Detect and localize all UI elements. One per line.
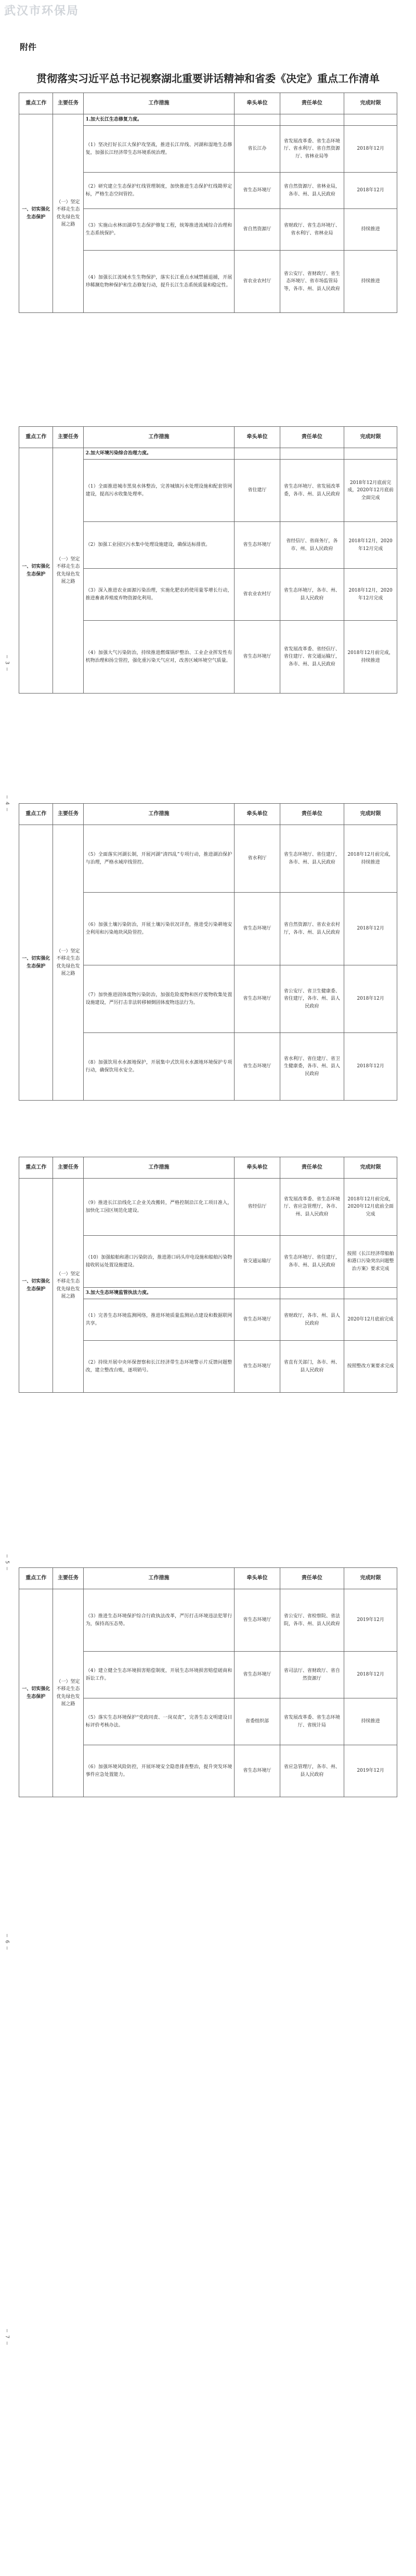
table-page-3 bbox=[19, 803, 397, 1101]
measure-cell: （1）全面推进城市黑臭水体整治，完善城镇污水处理设施和配套管网建设，提高污水收集处理率。 bbox=[83, 460, 235, 522]
header-resp-unit: 责任单位 bbox=[280, 93, 344, 114]
lead-cell: 省生态环境厅 bbox=[235, 965, 280, 1033]
deadline-cell bbox=[344, 114, 397, 126]
deadline-cell: 2018年12月，2020年12月完成 bbox=[344, 522, 397, 569]
deadline-cell: 2018年12月 bbox=[344, 893, 397, 965]
measure-cell: （9）推进长江沿线化工企业关改搬转，严格控制沿江化工项目准入，加快化工园区规范化建设。 bbox=[83, 1179, 235, 1236]
lead-cell: 省生态环境厅 bbox=[235, 1299, 280, 1341]
resp-cell: 省司法厅、省财政厅、省自然资源厅 bbox=[280, 1652, 344, 1698]
header-measures: 工作措施 bbox=[83, 804, 235, 825]
lead-cell: 省经信厅 bbox=[235, 1179, 280, 1236]
measure-cell: （4）加强大气污染防治，持续推进燃煤锅炉整治、工业企业挥发性有机物治理和扬尘管控，强化重污染天气应对，改善区域环境空气质量。 bbox=[83, 621, 235, 694]
measure-cell: （2）加强工业园区污水集中处理设施建设，确保达标排放。 bbox=[83, 522, 235, 569]
table-page-4 bbox=[19, 1157, 397, 1393]
measure-cell: （5）全面落实河湖长制，开展河湖“清四乱”专项行动，推进湖泊保护与治理，严格水域岸线管控。 bbox=[83, 825, 235, 893]
resp-cell: 省财政厅，各市、州、县人民政府 bbox=[280, 1299, 344, 1341]
main-task-cell: （一）坚定不移走生态优先绿色发展之路 bbox=[53, 1179, 83, 1393]
header-resp-unit: 责任单位 bbox=[280, 427, 344, 448]
deadline-cell bbox=[344, 1288, 397, 1299]
deadline-cell: 2018年12月 bbox=[344, 1033, 397, 1101]
work-table bbox=[19, 93, 397, 313]
lead-cell: 省交通运输厅 bbox=[235, 1236, 280, 1288]
resp-cell: 省经信厅、省商务厅，各市、州、县人民政府 bbox=[280, 522, 344, 569]
resp-cell: 省自然资源厅、省农业农村厅，各市、州、县人民政府 bbox=[280, 893, 344, 965]
deadline-cell: 2019年12月 bbox=[344, 1589, 397, 1652]
lead-cell bbox=[235, 448, 280, 460]
header-main-task: 主要任务 bbox=[53, 1568, 83, 1589]
resp-cell: 省财政厅、省生态环境厅、省水利厅、省林业局 bbox=[280, 209, 344, 251]
work-table bbox=[19, 1567, 397, 1797]
lead-cell: 省住建厅 bbox=[235, 460, 280, 522]
header-key-work: 重点工作 bbox=[19, 427, 53, 448]
deadline-cell: 2018年12月底前完成，2020年12月底前全面完成 bbox=[344, 460, 397, 522]
deadline-cell: 2018年12月 bbox=[344, 1652, 397, 1698]
measure-cell: （3）深入推进农业面源污染治理，实施化肥农药使用量零增长行动，推进畜禽养殖废弃物资源化利用。 bbox=[83, 569, 235, 621]
deadline-cell: 2018年12月前完成，2020年12月底前全面完成 bbox=[344, 1179, 397, 1236]
resp-cell bbox=[280, 448, 344, 460]
deadline-cell: 2018年12月 bbox=[344, 173, 397, 209]
main-task-cell: （一）坚定不移走生态优先绿色发展之路 bbox=[53, 1589, 83, 1797]
deadline-cell: 2018年12月 bbox=[344, 965, 397, 1033]
lead-cell: 省农业农村厅 bbox=[235, 569, 280, 621]
resp-cell: 省直有关部门，各市、州、县人民政府 bbox=[280, 1341, 344, 1393]
page-number: — 7 — bbox=[4, 2329, 10, 2345]
measure-cell: （8）加强饮用水水源地保护，开展集中式饮用水水源地环境保护专项行动，确保饮用水安全。 bbox=[83, 1033, 235, 1101]
header-deadline: 完成时限 bbox=[344, 1568, 397, 1589]
measure-cell: （6）加强环境风险防控，开展环境安全隐患排查整治，提升突发环境事件应急处置能力。 bbox=[83, 1745, 235, 1797]
header-key-work: 重点工作 bbox=[19, 1157, 53, 1179]
lead-cell: 省自然资源厅 bbox=[235, 209, 280, 251]
measure-cell: （10）加强船舶和港口污染防治，推进港口码头岸电设施和船舶污染物接收转运处置设施建设。 bbox=[83, 1236, 235, 1288]
work-table bbox=[19, 426, 397, 694]
lead-cell: 省委组织部 bbox=[235, 1698, 280, 1745]
resp-cell: 省发展改革委、省生态环境厅、省水利厅、省自然资源厅、省林业局等 bbox=[280, 126, 344, 173]
header-measures: 工作措施 bbox=[83, 1157, 235, 1179]
lead-cell: 省长江办 bbox=[235, 126, 280, 173]
deadline-cell: 按照整改方案要求完成 bbox=[344, 1341, 397, 1393]
work-table bbox=[19, 803, 397, 1101]
header-measures: 工作措施 bbox=[83, 93, 235, 114]
main-task-cell: （一）坚定不移走生态优先绿色发展之路 bbox=[53, 114, 83, 313]
header-lead-unit: 牵头单位 bbox=[235, 1568, 280, 1589]
header-key-work: 重点工作 bbox=[19, 1568, 53, 1589]
document-title: 贯彻落实习近平总书记视察湖北重要讲话精神和省委《决定》重点工作清单 bbox=[36, 72, 380, 85]
header-main-task: 主要任务 bbox=[53, 1157, 83, 1179]
attachment-label: 附件 bbox=[20, 42, 37, 52]
measure-cell: 3.加大生态环境监管执法力度。 bbox=[83, 1288, 235, 1299]
measure-cell: （6）加强土壤污染防治，开展土壤污染状况详查，推进受污染耕地安全利用和污染地块风险管控。 bbox=[83, 893, 235, 965]
header-main-task: 主要任务 bbox=[53, 427, 83, 448]
deadline-cell: 2018年12月前完成，持续推进 bbox=[344, 621, 397, 694]
deadline-cell: 持续推进 bbox=[344, 1698, 397, 1745]
header-lead-unit: 牵头单位 bbox=[235, 804, 280, 825]
measure-cell: （7）加快推进固体废物污染防治，加强危险废物和医疗废物收集处置设施建设，严厉打击非法转移倾倒固体废物违法行为。 bbox=[83, 965, 235, 1033]
lead-cell bbox=[235, 114, 280, 126]
lead-cell: 省农业农村厅 bbox=[235, 251, 280, 313]
page-number: — 3 — bbox=[4, 655, 10, 671]
main-task-cell: （一）坚定不移走生态优先绿色发展之路 bbox=[53, 825, 83, 1101]
page-number: — 6 — bbox=[4, 1934, 10, 1950]
header-resp-unit: 责任单位 bbox=[280, 1157, 344, 1179]
main-task-cell: （一）坚定不移走生态优先绿色发展之路 bbox=[53, 448, 83, 694]
measure-cell: （1）坚决打好长江大保护攻坚战，推进长江岸线、河湖和湿地生态修复，加强长江经济带生态环境系统治理。 bbox=[83, 126, 235, 173]
key-work-cell: 一、切实强化生态保护 bbox=[19, 1589, 53, 1797]
lead-cell: 省生态环境厅 bbox=[235, 1652, 280, 1698]
header-deadline: 完成时限 bbox=[344, 804, 397, 825]
lead-cell: 省生态环境厅 bbox=[235, 522, 280, 569]
measure-cell: （3）实施山水林田湖草生态保护修复工程，统筹推进流域综合治理和生态系统保护。 bbox=[83, 209, 235, 251]
page-number: — 5 — bbox=[4, 1554, 10, 1571]
measure-cell: 2.加大环境污染综合治理力度。 bbox=[83, 448, 235, 460]
deadline-cell: 持续推进 bbox=[344, 251, 397, 313]
resp-cell bbox=[280, 1288, 344, 1299]
header-main-task: 主要任务 bbox=[53, 804, 83, 825]
measure-cell: （3）推进生态环境保护综合行政执法改革，严厉打击环境违法犯罪行为，保持高压态势。 bbox=[83, 1589, 235, 1652]
measure-cell: （2）持续开展中央环保督察和长江经济带生态环境警示片反馈问题整改，建立整改台账，逐项销号。 bbox=[83, 1341, 235, 1393]
key-work-cell: 一、切实强化生态保护 bbox=[19, 448, 53, 694]
lead-cell: 省生态环境厅 bbox=[235, 893, 280, 965]
resp-cell: 省公安厅、省卫生健康委、省住建厅，各市、州、县人民政府 bbox=[280, 965, 344, 1033]
key-work-cell: 一、切实强化生态保护 bbox=[19, 825, 53, 1101]
measure-cell: （1）完善生态环境监测网络，推进环境质量监测站点建设和数据联网共享。 bbox=[83, 1299, 235, 1341]
header-resp-unit: 责任单位 bbox=[280, 804, 344, 825]
lead-cell: 省生态环境厅 bbox=[235, 1033, 280, 1101]
lead-cell: 省生态环境厅 bbox=[235, 173, 280, 209]
resp-cell: 省生态环境厅、省住建厅，各市、州、县人民政府 bbox=[280, 1236, 344, 1288]
header-key-work: 重点工作 bbox=[19, 93, 53, 114]
table-page-5 bbox=[19, 1567, 397, 1797]
header-lead-unit: 牵头单位 bbox=[235, 93, 280, 114]
deadline-cell: 2018年12月，2020年12月完成 bbox=[344, 569, 397, 621]
resp-cell: 省公安厅、省财政厅、省生态环境厅、省市场监管局等，各市、州、县人民政府 bbox=[280, 251, 344, 313]
measure-cell: 1.加大长江生态修复力度。 bbox=[83, 114, 235, 126]
deadline-cell bbox=[344, 448, 397, 460]
header-key-work: 重点工作 bbox=[19, 804, 53, 825]
header-measures: 工作措施 bbox=[83, 427, 235, 448]
key-work-cell: 一、切实强化生态保护 bbox=[19, 1179, 53, 1393]
resp-cell: 省生态环境厅，各市、州、县人民政府 bbox=[280, 569, 344, 621]
deadline-cell: 按照《长江经济带船舶和港口污染突出问题整治方案》要求完成 bbox=[344, 1236, 397, 1288]
resp-cell: 省公安厅、省检察院、省法院，各市、州、县人民政府 bbox=[280, 1589, 344, 1652]
lead-cell: 省生态环境厅 bbox=[235, 621, 280, 694]
resp-cell: 省发展改革委、省经信厅、省住建厅、省交通运输厅，各市、州、县人民政府 bbox=[280, 621, 344, 694]
lead-cell: 省生态环境厅 bbox=[235, 1745, 280, 1797]
resp-cell: 省应急管理厅，各市、州、县人民政府 bbox=[280, 1745, 344, 1797]
key-work-cell: 一、切实强化生态保护 bbox=[19, 114, 53, 313]
deadline-cell: 持续推进 bbox=[344, 209, 397, 251]
resp-cell: 省生态环境厅、省住建厅，各市、州、县人民政府 bbox=[280, 825, 344, 893]
measure-cell: （4）建立健全生态环境损害赔偿制度，开展生态环境损害赔偿磋商和诉讼工作。 bbox=[83, 1652, 235, 1698]
header-deadline: 完成时限 bbox=[344, 93, 397, 114]
resp-cell: 省水利厅、省住建厅、省卫生健康委，各市、州、县人民政府 bbox=[280, 1033, 344, 1101]
measure-cell: （2）研究建立生态保护红线管理制度，加快推进生态保护红线勘界定标，严格生态空间管控。 bbox=[83, 173, 235, 209]
measure-cell: （4）加强长江流域水生生物保护，落实长江重点水域禁捕退捕，开展珍稀濒危物种保护和生态修复行动，提升长江生态系统质量和稳定性。 bbox=[83, 251, 235, 313]
lead-cell: 省生态环境厅 bbox=[235, 1589, 280, 1652]
header-lead-unit: 牵头单位 bbox=[235, 1157, 280, 1179]
header-deadline: 完成时限 bbox=[344, 427, 397, 448]
header-resp-unit: 责任单位 bbox=[280, 1568, 344, 1589]
header-main-task: 主要任务 bbox=[53, 93, 83, 114]
lead-cell bbox=[235, 1288, 280, 1299]
deadline-cell: 2018年12月前完成，持续推进 bbox=[344, 825, 397, 893]
watermark-logo: 武汉市环保局 bbox=[4, 5, 80, 18]
header-measures: 工作措施 bbox=[83, 1568, 235, 1589]
lead-cell: 省生态环境厅 bbox=[235, 1341, 280, 1393]
deadline-cell: 2019年12月 bbox=[344, 1745, 397, 1797]
resp-cell: 省生态环境厅、省发展改革委，各市、州、县人民政府 bbox=[280, 460, 344, 522]
resp-cell: 省自然资源厅、省林业局，各市、州、县人民政府 bbox=[280, 173, 344, 209]
resp-cell bbox=[280, 114, 344, 126]
deadline-cell: 2020年12月底前完成 bbox=[344, 1299, 397, 1341]
work-table bbox=[19, 1157, 397, 1393]
deadline-cell: 2018年12月 bbox=[344, 126, 397, 173]
header-lead-unit: 牵头单位 bbox=[235, 427, 280, 448]
page-number: — 4 — bbox=[4, 795, 10, 812]
table-page-2 bbox=[19, 426, 397, 694]
resp-cell: 省发展改革委、省生态环境厅、省统计局 bbox=[280, 1698, 344, 1745]
resp-cell: 省发展改革委、省生态环境厅、省应急管理厅，各市、州、县人民政府 bbox=[280, 1179, 344, 1236]
header-deadline: 完成时限 bbox=[344, 1157, 397, 1179]
measure-cell: （5）落实生态环境保护“党政同责、一岗双责”，完善生态文明建设目标评价考核办法。 bbox=[83, 1698, 235, 1745]
table-page-1 bbox=[19, 93, 397, 313]
lead-cell: 省水利厅 bbox=[235, 825, 280, 893]
